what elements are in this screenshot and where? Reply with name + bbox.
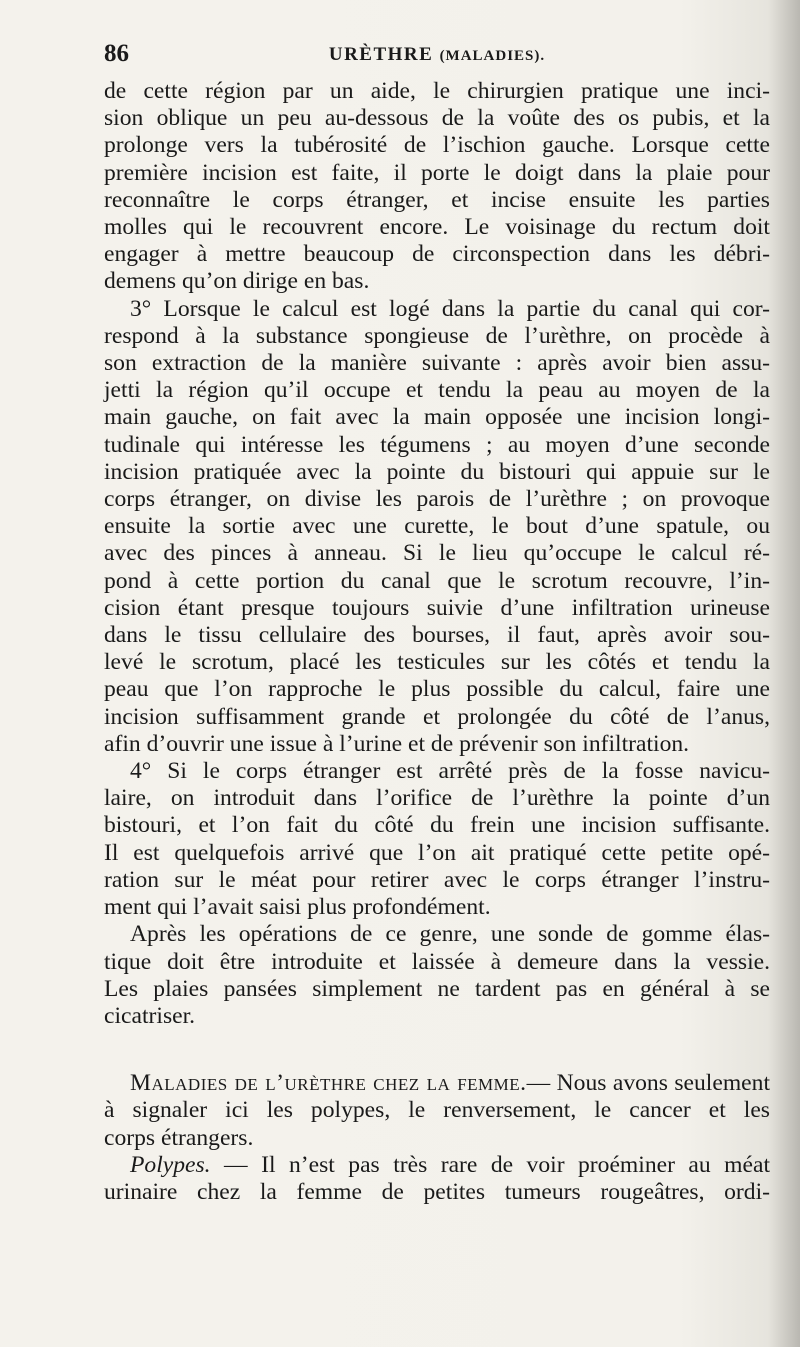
text-line: sion oblique un peu au-dessous de la voûte des os pubis, et la xyxy=(104,105,770,132)
text-line: ensuite la sortie avec une curette, le bout d’une spatule, ou xyxy=(104,513,770,540)
text-line: 3° Lorsque le calcul est logé dans la partie du canal qui cor- xyxy=(130,295,770,322)
text-line: laire, on introduit dans l’orifice de l’urèthre la pointe d’un xyxy=(104,785,770,812)
text-line: son extraction de la manière suivante : après avoir bien assu- xyxy=(104,350,770,377)
text-line: incision pratiquée avec la pointe du bistouri qui appuie sur le xyxy=(104,458,770,485)
text-line: respond à la substance spongieuse de l’urèthre, on procède à xyxy=(104,322,770,349)
text-line: levé le scrotum, placé les testicules sur les côtés et tendu la xyxy=(104,649,770,676)
text-line: reconnaître le corps étranger, et incise ensuite les parties xyxy=(104,186,770,213)
text-line: main gauche, on fait avec la main opposée une incision longi- xyxy=(104,404,770,431)
polypes-label: Polypes. xyxy=(130,1151,211,1178)
text-line: incision suffisamment grande et prolongée du côté de l’anus, xyxy=(104,703,770,730)
section-gap xyxy=(104,1030,770,1070)
text-line: peau que l’on rapproche le plus possible du calcul, faire une xyxy=(104,676,770,703)
text-line: molles qui le recouvrent encore. Le voisinage du rectum doit xyxy=(104,214,770,241)
running-subtitle: (MALADIES). xyxy=(439,48,546,64)
section-heading-line xyxy=(104,1070,770,1097)
polypes-line xyxy=(104,1152,770,1179)
text-line: bistouri, et l’on fait du côté du frein une incision suffisante. xyxy=(104,812,770,839)
page-header xyxy=(104,38,770,74)
text-line: ration sur le méat pour retirer avec le corps étranger l’instru- xyxy=(104,866,770,893)
text-line: Il est quelquefois arrivé que l’on ait pratiqué cette petite opé- xyxy=(104,839,770,866)
text-line: pond à cette portion du canal que le scrotum recouvre, l’in- xyxy=(104,567,770,594)
text-line: dans le tissu cellulaire des bourses, il faut, après avoir sou- xyxy=(104,622,770,649)
text-line: engager à mettre beaucoup de circonspection dans les débri- xyxy=(104,241,770,268)
text-line: avec des pinces à anneau. Si le lieu qu’occupe le calcul ré- xyxy=(104,540,770,567)
text-line: cision étant presque toujours suivie d’une infiltration urineuse xyxy=(104,594,770,621)
text-line: Les plaies pansées simplement ne tardent pas en général à se xyxy=(104,975,770,1002)
text-line: corps étrangers. xyxy=(104,1124,254,1151)
text-line: corps étranger, on divise les parois de l’urèthre ; on provoque xyxy=(104,486,770,513)
page-number: 86 xyxy=(104,40,129,67)
body-text xyxy=(104,78,770,1206)
text-line: à signaler ici les polypes, le renversement, le cancer et les xyxy=(104,1097,770,1124)
text-line: première incision est faite, il porte le doigt dans la plaie pour xyxy=(104,159,770,186)
text-line: jetti la région qu’il occupe et tendu la peau au moyen de la xyxy=(104,377,770,404)
text-line: 4° Si le corps étranger est arrêté près de la fosse navicu- xyxy=(130,758,770,785)
text-line: Après les opérations de ce genre, une sonde de gomme élas- xyxy=(130,921,770,948)
polypes-rest: — Il n’est pas très rare de voir proéminer au méat xyxy=(210,1151,770,1178)
running-head xyxy=(104,44,770,66)
text-line: tudinale qui intéresse les tégumens ; au moyen d’une seconde xyxy=(104,431,770,458)
text-line: cicatriser. xyxy=(104,1002,196,1029)
text-line: afin d’ouvrir une issue à l’urine et de prévenir son infiltration. xyxy=(104,730,690,757)
running-title: URÈTHRE xyxy=(328,44,434,65)
text-line: demens qu’on dirige en bas. xyxy=(104,268,370,295)
text-line: ment qui l’avait saisi plus profondément. xyxy=(104,894,491,921)
section-heading: Maladies de l’urèthre chez la femme. xyxy=(130,1070,527,1097)
text-line: prolonge vers la tubérosité de l’ischion gauche. Lorsque cette xyxy=(104,132,770,159)
text-line: de cette région par un aide, le chirurgien pratique une inci- xyxy=(104,78,770,104)
text-line: urinaire chez la femme de petites tumeurs rougeâtres, ordi- xyxy=(104,1178,770,1205)
text-line: tique doit être introduite et laissée à demeure dans la vessie. xyxy=(104,948,770,975)
section-heading-rest: — Nous avons seulement xyxy=(526,1070,770,1097)
